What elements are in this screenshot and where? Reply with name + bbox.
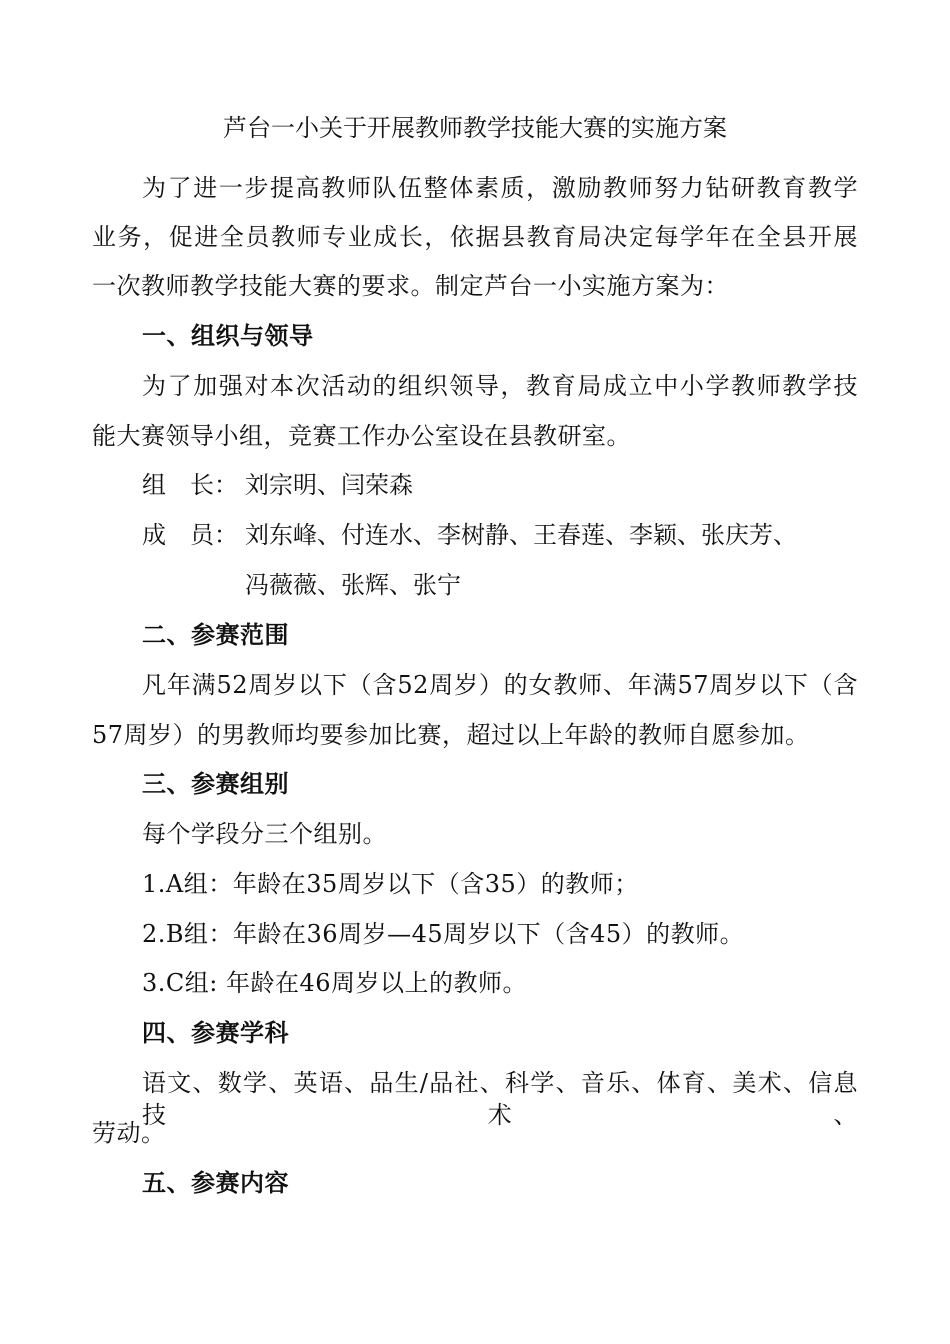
leader-label: 组 长： [142, 471, 238, 499]
member-names-line-1: 刘东峰、付连水、李树静、王春莲、李颖、张庆芳、 [245, 521, 797, 549]
leader-names: 刘宗明、闫荣森 [245, 471, 413, 499]
group-a-item: 1.A组：年龄在35周岁以下（含35）的教师； [142, 870, 639, 898]
group-b-item: 2.B组：年龄在36周岁—45周岁以下（含45）的教师。 [142, 920, 745, 948]
group-c-item: 3.C组: 年龄在46周岁以上的教师。 [142, 969, 528, 997]
section4-heading: 四、参赛学科 [142, 1019, 289, 1047]
section1-heading: 一、组织与领导 [142, 322, 314, 350]
intro-line-2: 业务，促进全员教师专业成长，依据县教育局决定每学年在全县开展 [92, 223, 858, 251]
section3-intro: 每个学段分三个组别。 [142, 820, 387, 848]
section2-body-line-1: 凡年满52周岁以下（含52周岁）的女教师、年满57周岁以下（含 [142, 671, 858, 699]
section2-body-line-2: 57周岁）的男教师均要参加比赛，超过以上年龄的教师自愿参加。 [92, 721, 810, 749]
member-names-line-2: 冯薇薇、张辉、张宁 [245, 571, 461, 599]
intro-line-1: 为了进一步提高教师队伍整体素质，激励教师努力钻研教育教学 [142, 174, 858, 202]
section4-body-line-2: 劳动。 [92, 1119, 166, 1147]
section3-heading: 三、参赛组别 [142, 770, 289, 798]
section1-body-line-1: 为了加强对本次活动的组织领导，教育局成立中小学教师教学技 [142, 372, 858, 400]
section5-heading: 五、参赛内容 [142, 1169, 289, 1197]
intro-line-3: 一次教师教学技能大赛的要求。制定芦台一小实施方案为： [92, 272, 729, 300]
section2-heading: 二、参赛范围 [142, 621, 289, 649]
section4-body-line-1: 语文、数学、英语、品生/品社、科学、音乐、体育、美术、信息技术、 [142, 1069, 858, 1129]
section1-body-line-2: 能大赛领导小组，竞赛工作办公室设在县教研室。 [92, 422, 631, 450]
member-label: 成 员： [142, 521, 238, 549]
document-title: 芦台一小关于开展教师教学技能大赛的实施方案 [223, 114, 727, 142]
